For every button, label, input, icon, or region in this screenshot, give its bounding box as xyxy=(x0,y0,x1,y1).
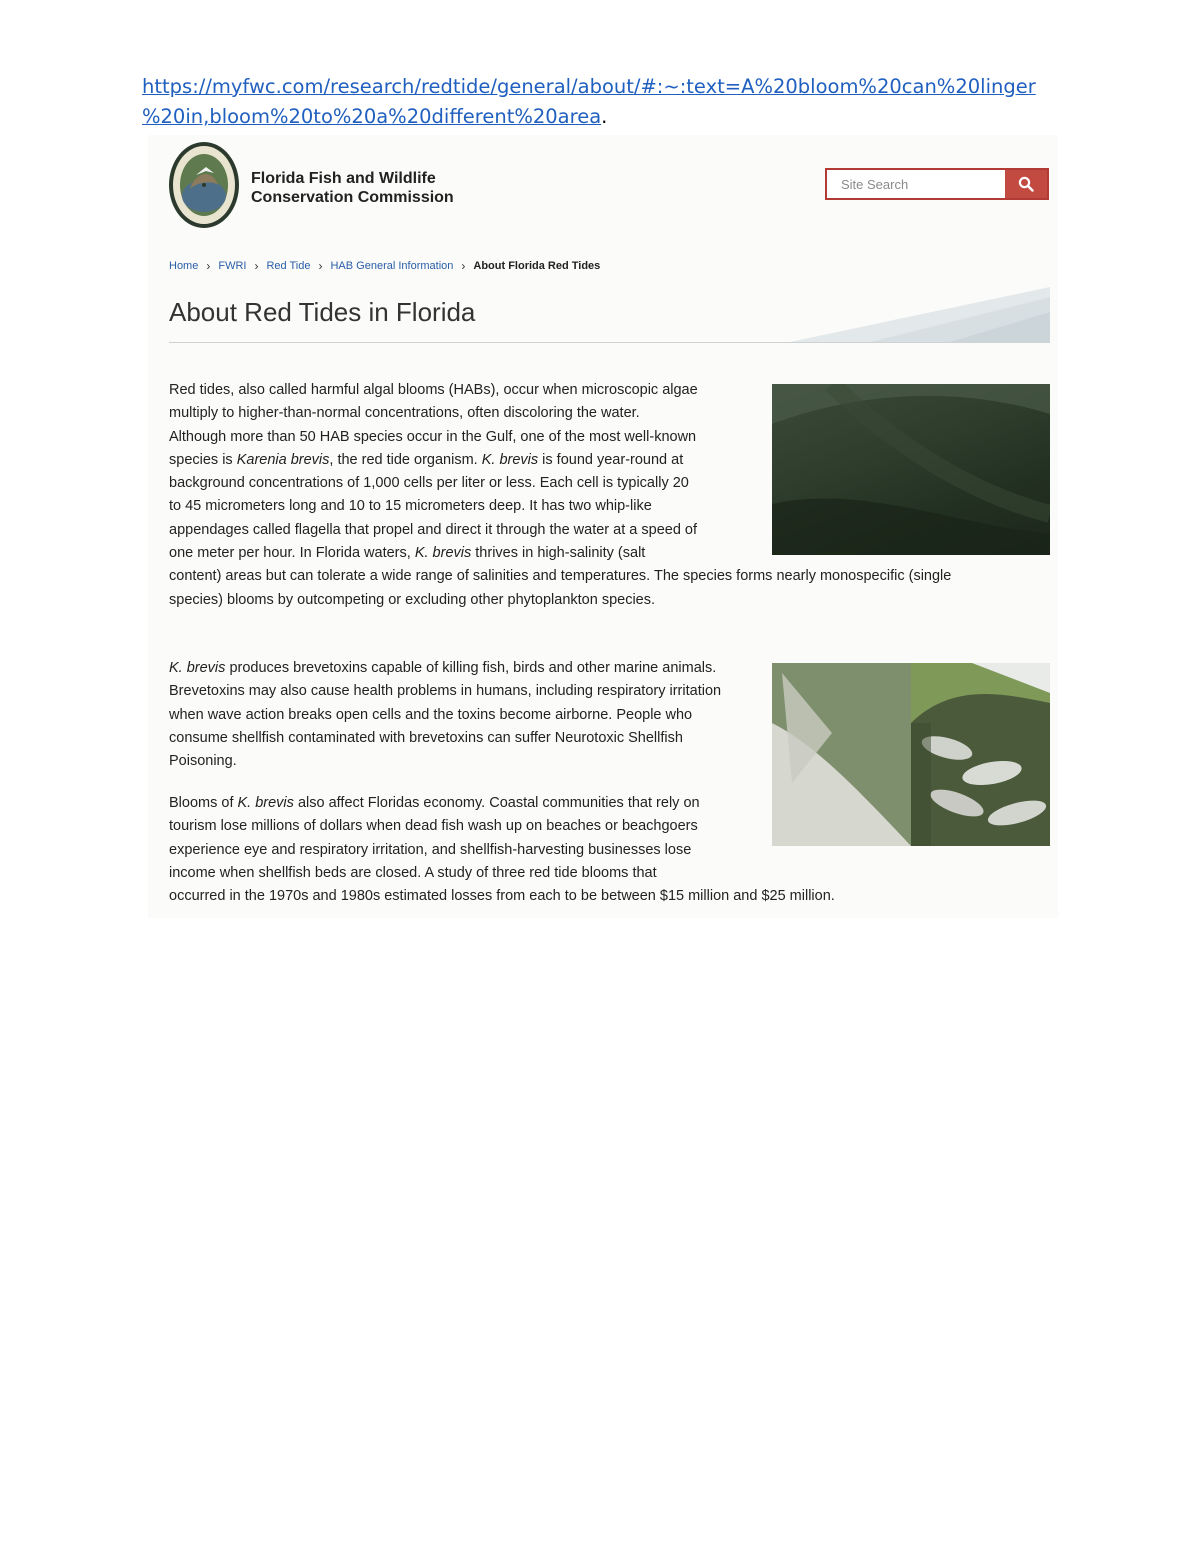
species-name: K. brevis xyxy=(481,451,539,468)
breadcrumb xyxy=(169,259,600,273)
breadcrumb-red-tide[interactable]: Red Tide xyxy=(266,260,311,272)
species-name: Karenia brevis xyxy=(236,451,330,468)
text-run: , the red tide organism. xyxy=(329,451,482,468)
page-title-band xyxy=(169,287,1050,343)
webpage-screenshot xyxy=(148,135,1058,918)
page-title: About Red Tides in Florida xyxy=(169,297,476,327)
source-url[interactable] xyxy=(142,72,1042,132)
breadcrumb-home[interactable]: Home xyxy=(169,260,199,272)
org-name-line-1: Florida Fish and Wildlife xyxy=(251,170,436,187)
search-button[interactable] xyxy=(1005,170,1047,198)
search-input[interactable] xyxy=(827,170,1007,198)
chevron-right-icon: › xyxy=(318,259,323,273)
search-icon xyxy=(1018,176,1034,192)
float-spacer xyxy=(709,792,1029,862)
site-search xyxy=(825,168,1049,200)
species-name: K. brevis xyxy=(414,545,472,562)
paragraph-economy xyxy=(169,792,1029,908)
source-url-line-1[interactable]: https://myfwc.com/research/redtide/general/about/#:~:text=A%20bloom%20can%20linger xyxy=(142,75,1036,98)
text-run: Red tides, also called harmful algal blooms (HABs), occur when microscopic algae multiply to higher-than-normal concentrations, often discoloring the water. Although more than 50 HAB species occur in the Gulf, one of the most well-known species is xyxy=(169,382,698,468)
org-name-line-2: Conservation Commission xyxy=(251,189,454,206)
fwc-seal-logo[interactable] xyxy=(168,141,240,229)
species-name: K. brevis xyxy=(169,660,226,676)
breadcrumb-current: About Florida Red Tides xyxy=(473,260,601,272)
text-run: is found year-round at background concentrations of 1,000 cells per liter or less. Each cell is typically 20 to 45 micrometers long and 10 to 15 micrometers deep. It has two whip-like appendages called flagella that propel and direct it through the water at a speed of one meter per hour. In Florida waters, xyxy=(169,451,698,562)
organization-name xyxy=(251,169,454,207)
chevron-right-icon: › xyxy=(254,259,259,273)
paragraph-red-tide-overview xyxy=(169,379,999,612)
text-run: produces brevetoxins capable of killing fish, birds and other marine animals. Brevetoxins may also cause health problems in humans, including respiratory irritation when wave action breaks open cells and the toxins become airborne. People who consume shellfish contaminated with brevetoxins can suffer Neurotoxic Shellfish Poisoning. xyxy=(169,660,722,770)
text-run: also affect Floridas economy. Coastal communities that rely on tourism lose millions of dollars when dead fish wash up on beaches or beachgoers experience eye and respiratory irritation, and shellfish-harvesting businesses lose income when shellfish beds are closed. A study of three red tide blooms that occurred in the 1970s and 1980s estimated losses from each to be between $15 million and $25 million. xyxy=(169,795,835,905)
text-run: Blooms of xyxy=(169,795,238,811)
decorative-swoosh xyxy=(750,287,1050,342)
text-run: thrives in high-salinity (salt content) areas but can tolerate a wide range of salinities and temperatures. The species forms nearly monospecific (single species) blooms by outcompeting or excluding other phytoplankton species. xyxy=(169,545,952,608)
breadcrumb-hab-general-info[interactable]: HAB General Information xyxy=(330,260,454,272)
source-url-line-2[interactable]: %20in,bloom%20to%20a%20different%20area xyxy=(142,105,602,128)
breadcrumb-fwri[interactable]: FWRI xyxy=(218,260,247,272)
source-url-link[interactable] xyxy=(142,75,1036,128)
chevron-right-icon: › xyxy=(461,259,466,273)
source-url-period: . xyxy=(601,105,608,128)
species-name: K. brevis xyxy=(237,795,294,811)
float-spacer xyxy=(699,379,999,559)
chevron-right-icon: › xyxy=(206,259,211,273)
paragraph-brevetoxins xyxy=(169,657,729,773)
